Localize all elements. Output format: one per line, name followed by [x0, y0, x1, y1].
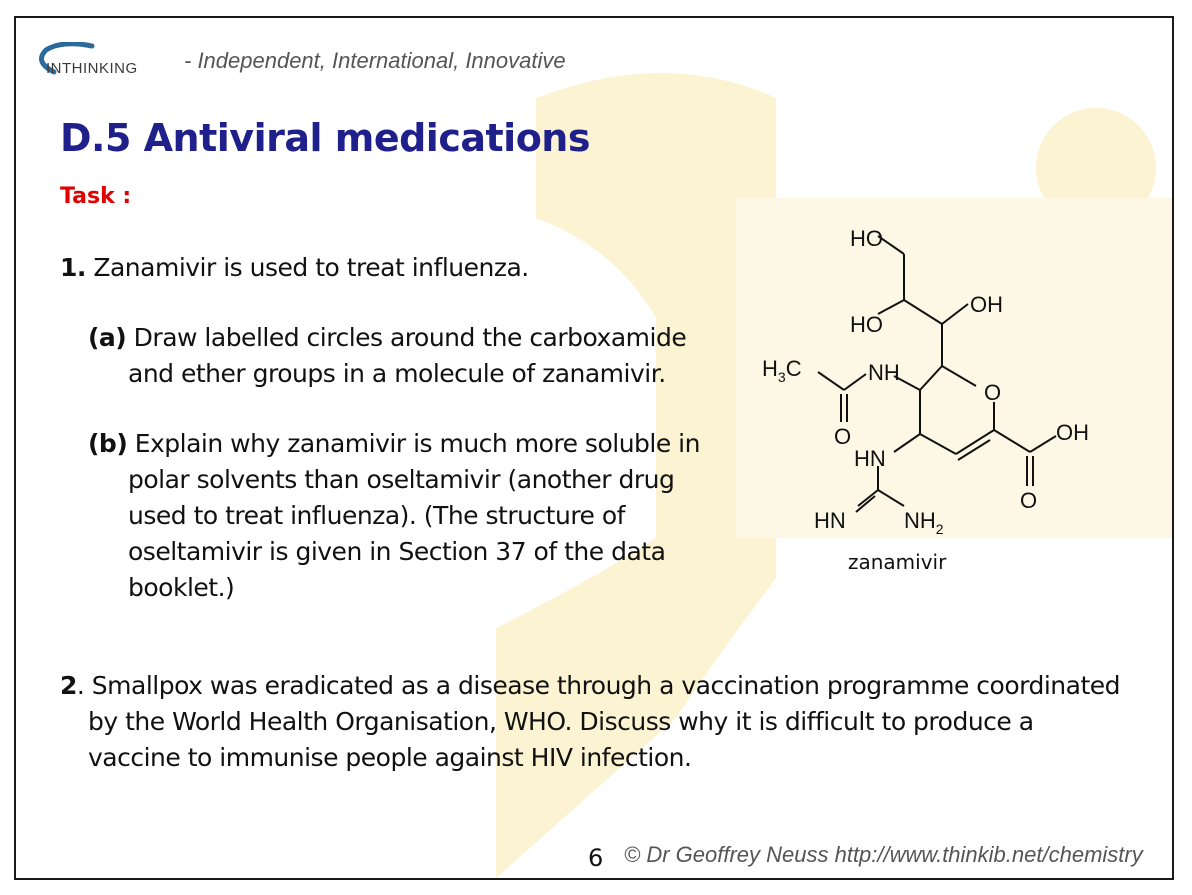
- slide-frame: [14, 16, 1174, 880]
- question-1b-line3: used to treat influenza). (The structure of: [128, 501, 625, 530]
- page-title: D.5 Antiviral medications: [60, 116, 590, 160]
- question-1b-line2: polar solvents than oseltamivir (another drug: [128, 465, 675, 494]
- label-hn-imine: HN: [814, 508, 846, 533]
- logo-text: INTHINKING: [46, 60, 138, 77]
- question-1: [60, 250, 529, 286]
- label-ho-top: HO: [850, 226, 883, 251]
- label-nh: NH: [868, 360, 900, 385]
- question-2: [60, 668, 1140, 776]
- footer-credit: © Dr Geoffrey Neuss http://www.thinkib.net/chemistry: [624, 842, 1143, 867]
- tagline: - Independent, International, Innovative: [184, 48, 566, 73]
- question-1a: [88, 320, 718, 392]
- question-2-line2: by the World Health Organisation, WHO. Discuss why it is difficult to produce a: [88, 707, 1034, 736]
- question-1b-label: (b): [88, 429, 128, 458]
- question-1b-line1: Explain why zanamivir is much more soluble in: [127, 429, 700, 458]
- zanamivir-structure: [738, 204, 1098, 544]
- question-2-number: 2: [60, 671, 77, 700]
- question-1a-line1: Draw labelled circles around the carboxamide: [126, 323, 687, 352]
- question-1a-label: (a): [88, 323, 127, 352]
- label-nh2-n: NH: [904, 508, 936, 533]
- label-oh-right: OH: [970, 292, 1003, 317]
- molecule-caption: zanamivir: [848, 550, 947, 574]
- question-1-number: 1.: [60, 253, 86, 282]
- question-1b: [88, 426, 728, 606]
- label-nh2: [904, 508, 944, 537]
- label-h3c-c: C: [785, 356, 802, 381]
- label-ring-o: O: [984, 380, 1002, 405]
- label-h3c: [762, 356, 802, 385]
- question-1b-line5: booklet.): [128, 573, 235, 602]
- question-1b-line4: oseltamivir is given in Section 37 of the data: [128, 537, 666, 566]
- question-1a-line2: and ether groups in a molecule of zanamivir.: [128, 359, 666, 388]
- label-hn: HN: [854, 446, 886, 471]
- task-label: Task :: [60, 184, 132, 209]
- label-nh2-sub: 2: [935, 521, 944, 537]
- label-carbonyl-o: O: [834, 424, 852, 449]
- label-h3c-sub: 3: [777, 369, 786, 385]
- label-acid-o: O: [1020, 488, 1038, 513]
- label-ho-left: HO: [850, 312, 883, 337]
- question-2-line1: . Smallpox was eradicated as a disease through a vaccination programme coordinated: [76, 671, 1121, 700]
- question-1-text: Zanamivir is used to treat influenza.: [85, 253, 529, 282]
- label-oh-acid: OH: [1056, 420, 1089, 445]
- question-2-line3: vaccine to immunise people against HIV infection.: [88, 743, 692, 772]
- label-h3c-h: H: [762, 356, 778, 381]
- page-number: 6: [588, 844, 604, 872]
